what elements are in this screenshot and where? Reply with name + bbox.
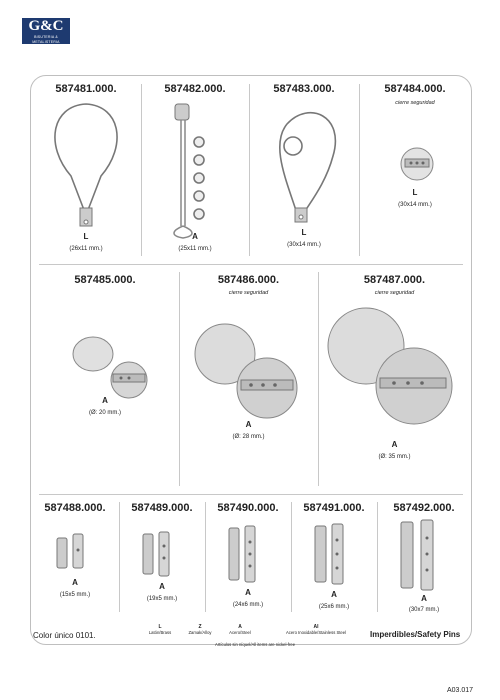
product-ref: 587481.000. [55, 83, 117, 95]
category-title: Imperdibles/Safety Pins [370, 630, 461, 639]
safety-clasp-note: cierre seguridad [374, 290, 415, 296]
product-cell[interactable] [205, 494, 291, 622]
logo-mark: G&C [28, 18, 64, 34]
product-cell[interactable] [119, 494, 205, 622]
legend-key: AI [313, 624, 319, 630]
product-cell[interactable] [141, 76, 249, 264]
material-code: L [301, 228, 307, 237]
legend-key: A [238, 624, 242, 630]
product-ref: 587488.000. [44, 502, 106, 514]
material-code: A [421, 594, 427, 603]
product-ref: 587484.000. [384, 83, 446, 95]
legend-item [220, 624, 260, 635]
product-ref: 587486.000. [217, 274, 280, 286]
material-code: A [102, 396, 108, 405]
product-ref: 587482.000. [164, 83, 226, 95]
material-code: A [391, 440, 398, 449]
material-code: A [192, 232, 198, 241]
bar-pin-illustration [119, 494, 205, 622]
logo-tagline: BISUTERIA & METALISTERIA [32, 35, 60, 44]
product-cell[interactable] [31, 494, 119, 622]
dimension-label: (15x5 mm.) [59, 592, 91, 598]
dimension-label: (Ø: 20 mm.) [88, 410, 121, 416]
legend-item [262, 624, 370, 635]
product-ref: 587483.000. [273, 83, 335, 95]
product-ref: 587492.000. [393, 502, 455, 514]
material-code: A [72, 578, 78, 587]
page-code: A03.017 [447, 687, 474, 694]
product-cell[interactable] [318, 264, 471, 494]
product-cell[interactable] [179, 264, 318, 494]
material-code: A [245, 420, 252, 429]
color-note: Color único 0101. [33, 631, 96, 640]
bar-pin-illustration [31, 494, 119, 622]
product-cell[interactable] [31, 76, 141, 264]
material-code: A [331, 590, 337, 599]
product-ref: 587489.000. [131, 502, 193, 514]
legend-key: L [158, 624, 162, 630]
brand-logo [22, 18, 70, 44]
dimension-label: (19x5 mm.) [146, 596, 178, 602]
legend-label: Zamak/Alloy [188, 630, 212, 635]
product-cell[interactable] [31, 264, 179, 494]
dimension-label: (26x11 mm.) [69, 246, 103, 252]
product-cell[interactable] [249, 76, 359, 264]
safety-clasp-note: cierre seguridad [395, 100, 435, 106]
round-brooch-illustration [31, 264, 179, 494]
dimension-label: (30x14 mm.) [287, 242, 321, 248]
nickel-free-note: Artículos sin níquel/All items are nickel-free [214, 642, 296, 647]
material-code: L [412, 188, 418, 197]
product-cell[interactable] [359, 76, 471, 264]
round-brooch-illustration [179, 264, 318, 494]
dimension-label: (25x11 mm.) [178, 246, 212, 252]
product-ref: 587487.000. [363, 274, 426, 286]
product-cell[interactable] [377, 494, 471, 622]
product-ref: 587490.000. [217, 502, 279, 514]
legend-item [180, 624, 220, 635]
legend-label: Acero/Steel [229, 630, 251, 635]
dimension-label: (Ø: 35 mm.) [378, 454, 411, 460]
safety-clasp-note: cierre seguridad [228, 290, 269, 296]
legend-item [140, 624, 180, 635]
dimension-label: (25x6 mm.) [318, 604, 350, 610]
material-code: A [159, 582, 165, 591]
material-code: A [245, 588, 251, 597]
legend-key: Z [198, 624, 202, 630]
dimension-label: (30x7 mm.) [408, 607, 440, 613]
product-ref: 587485.000. [74, 274, 136, 286]
legend-label: Latón/Brass [148, 630, 172, 635]
dimension-label: (30x14 mm.) [398, 202, 432, 208]
dimension-label: (Ø: 28 mm.) [232, 434, 265, 440]
disc-pin-illustration [359, 76, 471, 264]
dimension-label: (24x6 mm.) [232, 602, 264, 608]
product-ref: 587491.000. [303, 502, 365, 514]
bar-pin-illustration [291, 494, 377, 622]
legend-label: Acero Inoxidable/Stainless Steel [285, 630, 347, 635]
material-code: L [83, 232, 89, 241]
product-cell[interactable] [291, 494, 377, 622]
catalog-frame [30, 75, 472, 645]
